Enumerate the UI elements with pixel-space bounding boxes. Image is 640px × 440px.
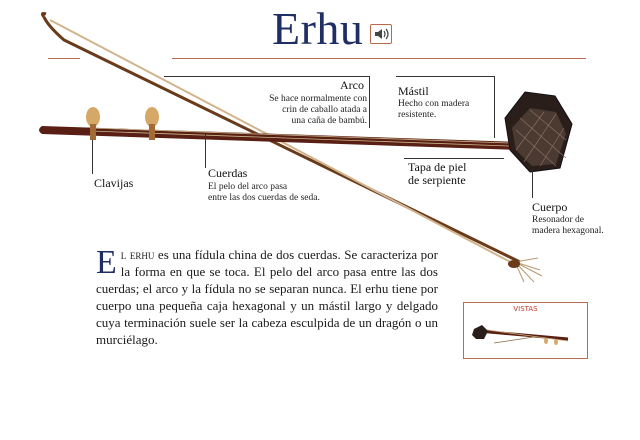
- label-arco-desc: [245, 94, 367, 127]
- bow-tassel: [515, 258, 542, 282]
- label-mastil-line: resistente.: [398, 110, 437, 120]
- clavijas-leader: [92, 140, 93, 174]
- description-text: es una fídula china de dos cuerdas. Se caracteriza por la forma en que se toca. El pelo del arco pasa entre las dos cuerdas; el arco y la fídula no se separan nunca. El erhu tiene por cuerpo una pequeña caja hexagonal y un mástil largo y delgado cuya terminación suele ser la cabeza esculpida de un dragón o un murciélago.: [96, 247, 439, 347]
- arco-leader: [164, 76, 370, 77]
- label-mastil-title: Mástil: [398, 84, 429, 98]
- label-clavijas-title: Clavijas: [94, 176, 134, 190]
- resonator-body: [505, 92, 572, 172]
- label-cuerdas-desc: [208, 182, 320, 204]
- arco-leader-drop: [369, 76, 370, 128]
- label-tapa-title: [408, 161, 466, 187]
- description-paragraph: [96, 246, 438, 348]
- bow-tip: [42, 13, 46, 17]
- page-title: Erhu: [272, 3, 364, 54]
- string-2: [90, 131, 536, 147]
- label-cuerpo-line: Resonador de: [532, 215, 584, 225]
- label-cuerpo-title: Cuerpo: [532, 200, 568, 214]
- mastil-leader: [396, 76, 494, 77]
- bow-frog: [508, 260, 520, 268]
- label-cuerpo-desc: [532, 215, 604, 237]
- label-arco-line: crin de caballo atada a: [282, 105, 367, 115]
- label-cuerpo-line: madera hexagonal.: [532, 226, 604, 236]
- label-arco-line: una caña de bambú.: [291, 116, 367, 126]
- label-arco-line: Se hace normalmente con: [269, 94, 367, 104]
- label-cuerdas-line: El pelo del arco pasa: [208, 182, 288, 192]
- label-mastil-desc: [398, 99, 469, 121]
- tapa-leader: [404, 158, 504, 159]
- label-tapa-line: de serpiente: [408, 173, 466, 187]
- label-tapa-line: Tapa de piel: [408, 160, 467, 174]
- mastil-leader-drop: [494, 76, 495, 138]
- cuerpo-leader: [532, 170, 533, 198]
- label-arco-title: Arco: [340, 78, 364, 92]
- label-mastil-line: Hecho con madera: [398, 99, 470, 109]
- vistas-label: VISTAS: [513, 305, 538, 313]
- drop-cap: E: [96, 244, 117, 281]
- vistas-button[interactable]: [463, 302, 588, 359]
- cuerdas-leader: [205, 134, 206, 168]
- label-cuerdas-title: Cuerdas: [208, 166, 248, 180]
- label-cuerdas-line: entre las dos cuerdas de seda.: [208, 193, 320, 203]
- lead-words: l erhu: [120, 247, 155, 262]
